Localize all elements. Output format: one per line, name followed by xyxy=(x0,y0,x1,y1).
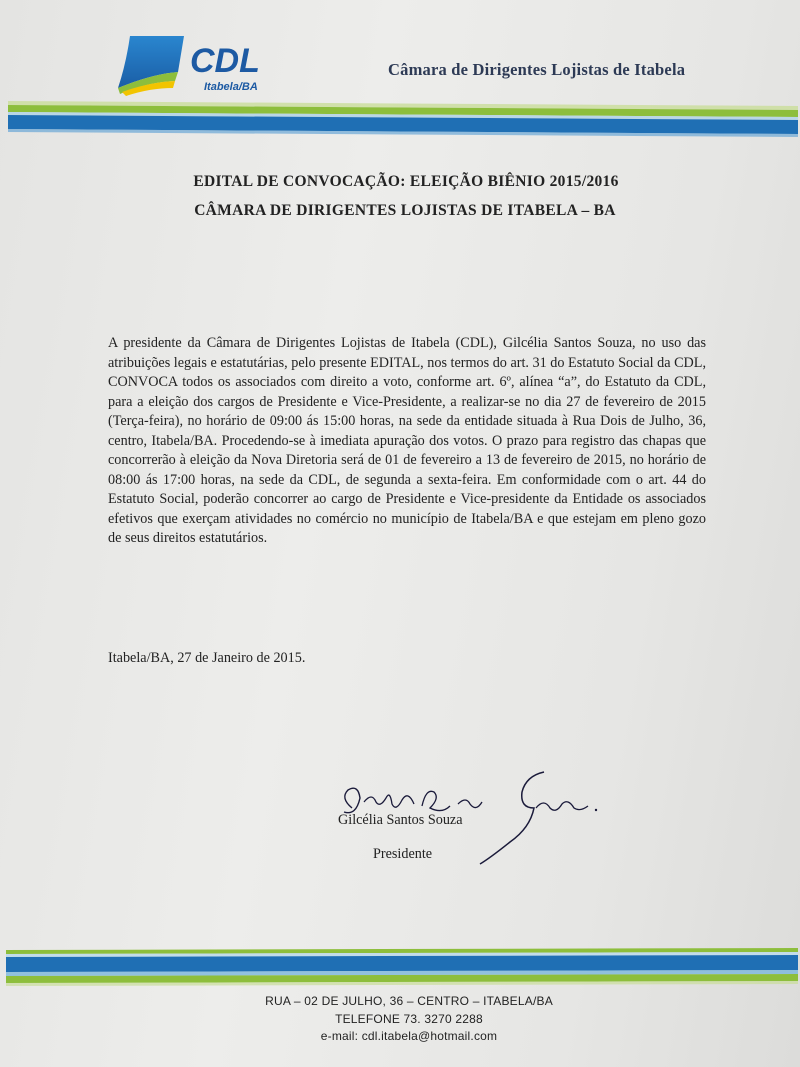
signatory-name: Gilcélia Santos Souza xyxy=(338,812,463,828)
document-subtitle: CÂMARA DE DIRIGENTES LOJISTAS DE ITABELA – BA xyxy=(194,202,616,219)
footer-stripes xyxy=(6,946,798,992)
footer-email: e-mail: cdl.itabela@hotmail.com xyxy=(320,1029,498,1043)
signatory-role: Presidente xyxy=(373,846,433,862)
logo-subtext: Itabela/BA xyxy=(204,81,258,93)
logo-text: CDL xyxy=(190,42,260,80)
footer-phone: TELEFONE 73. 3270 2288 xyxy=(335,1012,483,1026)
organization-name: Câmara de Dirigentes Lojistas de Itabela xyxy=(388,60,686,79)
footer-address: RUA – 02 DE JULHO, 36 – CENTRO – ITABELA/BA xyxy=(265,994,553,1008)
document-title: EDITAL DE CONVOCAÇÃO: ELEIÇÃO BIÊNIO 2015/2016 xyxy=(193,173,619,190)
cdl-logo xyxy=(112,34,282,98)
edital-body: A presidente da Câmara de Dirigentes Lojistas de Itabela (CDL), Gilcélia Santos Souza, no uso das atribuições legais e estatutárias, pelo presente EDITAL, nos termos do art. 31 do Estatuto Social da CDL, CONVOCA todos os associados com direito a voto, conforme art. 6º, alínea “a”, do Estatuto da CDL, para a eleição dos cargos de Presidente e Vice-Presidente, a realizar-se no dia 27 de fevereiro de 2015 (Terça-feira), no horário de 09:00 ás 15:00 horas, na sede da entidade situada à Rua Dois de Julho, 36, centro, Itabela/BA. Procedendo-se à imediata apuração dos votos. O prazo para registro das chapas que concorrerão à eleição da Nova Diretoria será de 01 de fevereiro a 13 de fevereiro de 2015, no horário de 08:00 ás 17:00 horas, na sede da CDL, de segunda a sexta-feira. Em conformidade com o art. 44 do Estatuto Social, poderão concorrer ao cargo de Presidente e Vice-presidente da Entidade os associados efetivos que exerçam atividades no comércio no município de Itabela/BA e que estejam em pleno gozo de seus direitos estatutários. xyxy=(108,335,706,546)
header-stripes xyxy=(8,96,798,144)
date-line: Itabela/BA, 27 de Janeiro de 2015. xyxy=(108,650,306,666)
